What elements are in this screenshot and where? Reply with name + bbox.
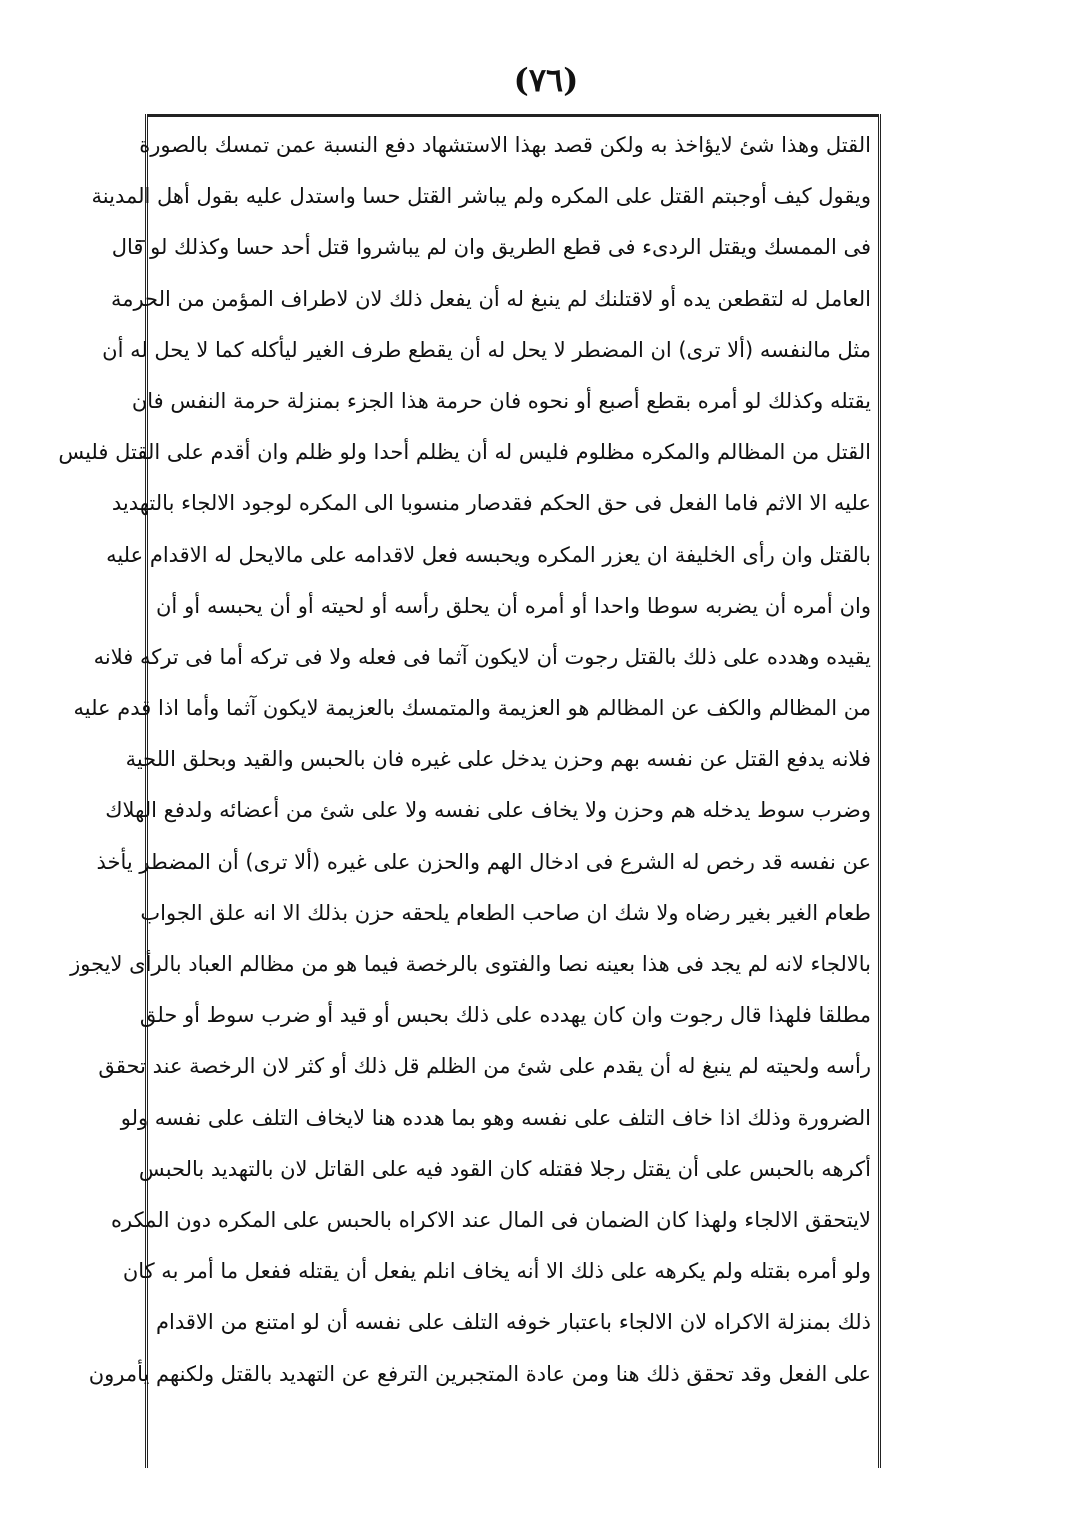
text-line: يقتله وكذلك لو أمره بقطع أصبع أو نحوه فان حرمة هذا الجزء بمنزلة حرمة النفس فان <box>131 388 871 413</box>
text-line: فلانه يدفع القتل عن نفسه بهم وحزن يدخل على غيره فان بالحبس والقيد وبحلق اللحية <box>125 747 871 772</box>
text-line: العامل له لتقطعن يده أو لاقتلنك لم ينبغ له أن يفعل ذلك لان لاطراف المؤمن من الحرمة <box>110 286 871 311</box>
text-line: الضرورة وذلك اذا خاف التلف على نفسه وهو بما هدده هنا لايخاف التلف على نفسه ولو <box>120 1105 871 1130</box>
text-line: من المظالم والكف عن المظالم هو العزيمة والمتمسك بالعزيمة لايكون آثما وأما اذا قدم عليه <box>73 696 871 721</box>
text-body <box>58 120 871 1400</box>
page-number: (٧٦) <box>513 61 579 99</box>
text-line: أكرهه بالحبس على أن يقتل رجلا فقتله كان القود فيه على القاتل لان بالتهديد بالحبس <box>138 1156 871 1181</box>
text-line: يقيده وهدده على ذلك بالقتل رجوت أن لايكون آثما فى فعله ولا فى تركه أما فى تركه فلانه <box>93 644 871 669</box>
text-line: وضرب سوط يدخله هم وحزن ولا يخاف على نفسه ولا على شئ من أعضائه ولدفع الهلاك <box>105 798 871 823</box>
text-line: رأسه ولحيته لم ينبغ له أن يقدم على شئ من الظلم قل ذلك أو كثر لان الرخصة عند تحقق <box>98 1054 871 1079</box>
text-line: ذلك بمنزلة الاكراه لان الالجاء باعتبار خوفه التلف على نفسه أن لو امتنع من الاقدام <box>156 1310 871 1335</box>
text-line: بالالجاء لانه لم يجد فى هذا بعينه نصا والفتوى بالرخصة فيما هو من مظالم العباد بالرأى لايجوز <box>70 952 871 976</box>
text-line: عن نفسه قد رخص له الشرع فى ادخال الهم والحزن على غيره (ألا ترى) أن المضطر يأخذ <box>96 849 871 874</box>
text-line: ويقول كيف أوجبتم القتل على المكره ولم يباشر القتل حسا واستدل عليه بقول أهل المدينة <box>91 184 871 209</box>
text-line: بالقتل وان رأى الخليفة ان يعزر المكره ويحبسه فعل لاقدامه على مالايحل له الاقدام عليه <box>106 542 871 567</box>
text-line: فى الممسك ويقتل الردىء فى قطع الطريق وان لم يباشروا قتل أحد حسا وكذلك لو قال <box>111 235 871 260</box>
text-line: عليه الا الاثم فاما الفعل فى حق الحكم فقدصار منسوبا الى المكره لوجود الالجاء بالتهديد <box>111 491 871 516</box>
text-line: القتل من المظالم والمكره مظلوم فليس له أن يظلم أحدا ولو ظلم وان أقدم على القتل فليس <box>58 440 871 465</box>
text-line: طعام الغير بغير رضاه ولا شك ان صاحب الطعام يلحقه حزن بذلك الا انه علق الجواب <box>140 900 871 925</box>
text-line: القتل وهذا شئ لايؤاخذ به ولكن قصد بهذا الاستشهاد دفع النسبة عمن تمسك بالصورة <box>139 133 871 157</box>
text-line: لايتحقق الالجاء ولهذا كان الضمان فى المال عند الاكراه بالحبس على المكره دون المكره <box>111 1207 871 1232</box>
text-line: مطلقا فلهذا قال رجوت وان كان يهدده على ذلك بحبس أو قيد أو ضرب سوط أو حلق <box>139 1003 871 1028</box>
text-line: مثل مالنفسه (ألا ترى) ان المضطر لا يحل له أن يقطع طرف الغير ليأكله كما لا يحل له أن <box>102 337 871 362</box>
text-line: ولو أمره بقتله ولم يكرهه على ذلك الا أنه يخاف انلم يفعل أن يقتله ففعل ما أمر به كان <box>122 1259 871 1284</box>
text-line: وان أمره أن يضربه سوطا واحدا أو أمره أن يحلق رأسه أو لحيته أو أن يحبسه أو أن <box>156 593 871 618</box>
text-line: على الفعل وقد تحقق ذلك هنا ومن عادة المتجبرين الترفع عن التهديد بالقتل ولكنهم يأمرون <box>88 1361 871 1386</box>
